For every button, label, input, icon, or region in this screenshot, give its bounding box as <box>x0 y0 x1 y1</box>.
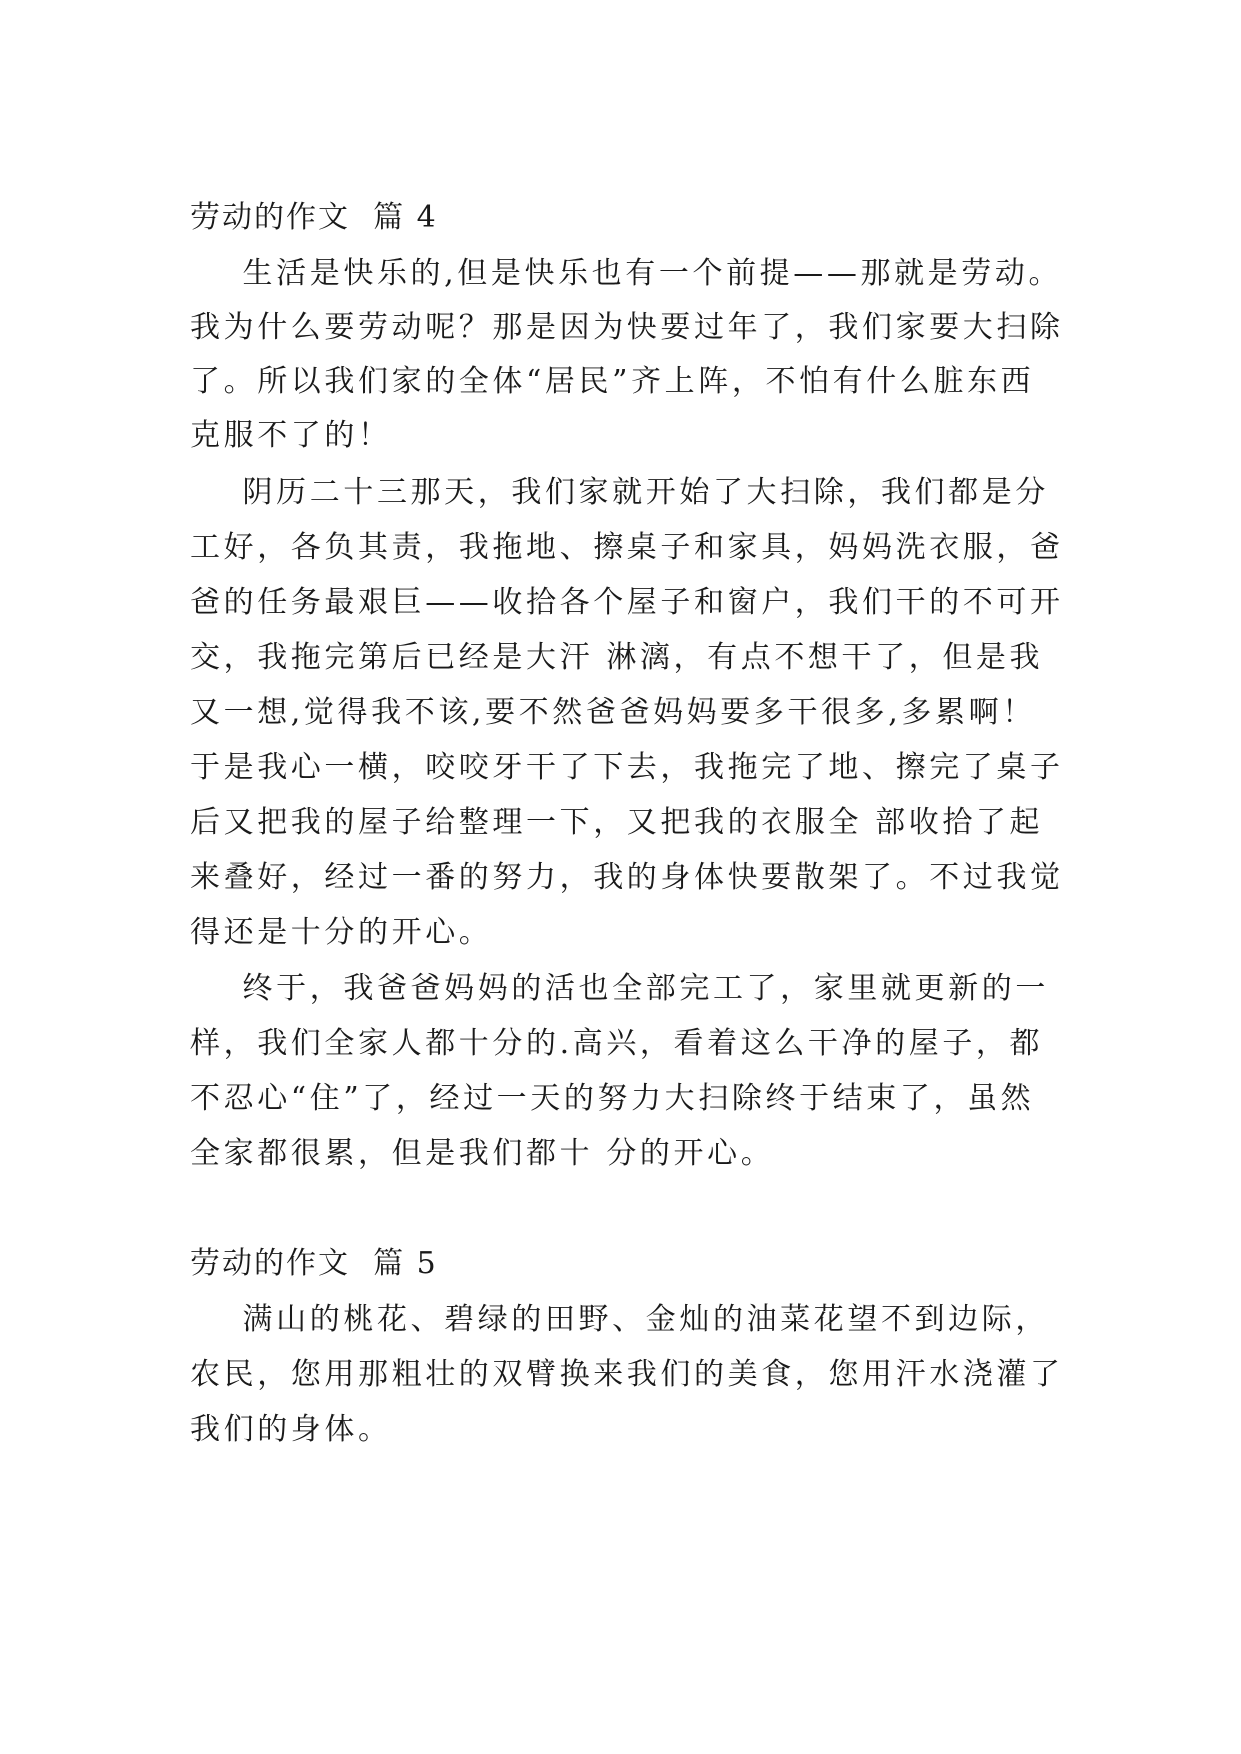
section-heading: 劳动的作文 篇 4 <box>190 200 438 235</box>
paragraph-line: 终于，我爸爸妈妈的活也全部完工了，家里就更新的一 <box>190 971 1049 1006</box>
paragraph-line: 克服不了的！ <box>190 418 392 453</box>
paragraph-line: 于是我心一横，咬咬牙干了下去，我拖完了地、擦完了桌子 <box>190 750 1064 785</box>
paragraph-line: 我为什么要劳动呢？那是因为快要过年了，我们家要大扫除 <box>190 310 1064 345</box>
paragraph-line: 爸的任务最艰巨——收拾各个屋子和窗户，我们干的不可开 <box>190 585 1064 620</box>
paragraph-line: 了。所以我们家的全体“居民”齐上阵，不怕有什么脏东西 <box>190 364 1035 399</box>
paragraph-line: 来叠好，经过一番的努力，我的身体快要散架了。不过我觉 <box>190 860 1064 895</box>
paragraph-line: 不忍心“住”了，经过一天的努力大扫除终于结束了，虽然 <box>190 1081 1035 1116</box>
paragraph-line: 满山的桃花、碧绿的田野、金灿的油菜花望不到边际， <box>190 1302 1049 1337</box>
paragraph-line: 得还是十分的开心。 <box>190 915 493 950</box>
paragraph-line: 全家都很累，但是我们都十 分的开心。 <box>190 1136 775 1171</box>
paragraph-line: 样，我们全家人都十分的.高兴，看着这么干净的屋子，都 <box>190 1026 1044 1061</box>
paragraph-line: 又一想,觉得我不该,要不然爸爸妈妈要多干很多,多累啊！ <box>190 695 1036 730</box>
paragraph-line: 后又把我的屋子给整理一下，又把我的衣服全 部收拾了起 <box>190 805 1044 840</box>
paragraph-line: 农民，您用那粗壮的双臂换来我们的美食，您用汗水浇灌了 <box>190 1357 1064 1392</box>
paragraph-line: 阴历二十三那天，我们家就开始了大扫除，我们都是分 <box>190 475 1049 510</box>
section-heading: 劳动的作文 篇 5 <box>190 1246 438 1281</box>
paragraph-line: 我们的身体。 <box>190 1412 392 1447</box>
paragraph-line: 生活是快乐的,但是快乐也有一个前提——那就是劳动。 <box>190 256 1063 291</box>
paragraph-line: 交，我拖完第后已经是大汗 淋漓，有点不想干了，但是我 <box>190 640 1044 675</box>
paragraph-line: 工好，各负其责，我拖地、擦桌子和家具，妈妈洗衣服，爸 <box>190 530 1064 565</box>
